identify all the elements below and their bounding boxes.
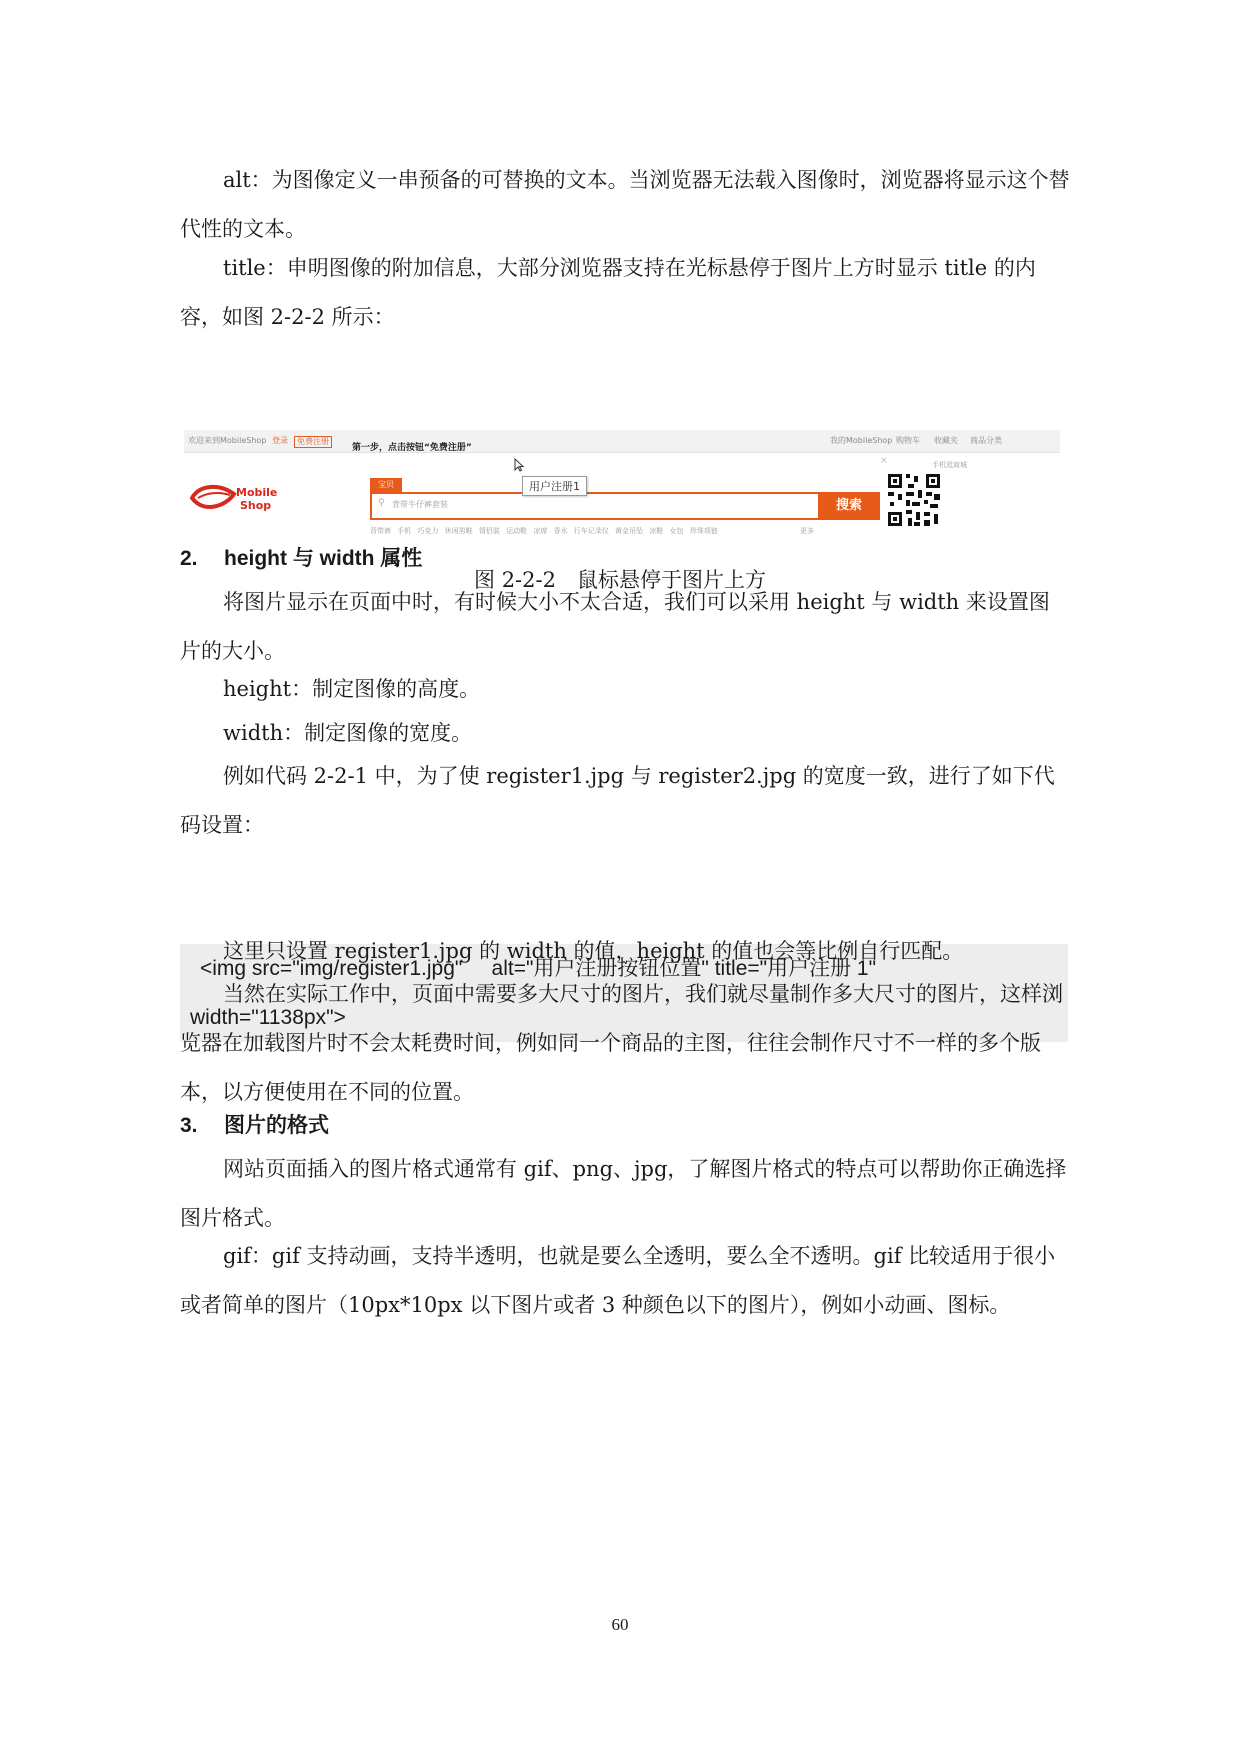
paragraph-width-definition: width：制定图像的宽度。 [223, 721, 473, 745]
paragraph-format-intro: 网站页面插入的图片格式通常有 gif、png、jpg，了解图片格式的特点可以帮助你正确选择图片格式。 [180, 1157, 1067, 1230]
hot-search-words[interactable]: 背带裤 手机 巧克力 休闲男鞋 情侣装 运动鞋 凉席 香水 行车记录仪 黄金吊坠 凉鞋 女包 珍珠项链 [370, 527, 718, 535]
logo-text-mobile: Mobile [236, 486, 278, 499]
section-2-number: 2. [180, 547, 198, 570]
mobile-shop-logo [190, 480, 290, 520]
my-shop-link[interactable]: 我的MobileShop [830, 436, 893, 445]
paragraph-alt-definition: alt：为图像定义一串预备的可替换的文本。当浏览器无法载入图像时，浏览器将显示这个替代性的文本。 [180, 168, 1070, 241]
search-icon: ⚲ [378, 498, 385, 508]
welcome-text: 欢迎来到MobileShop [188, 436, 267, 445]
paragraph-size-intro: 将图片显示在页面中时，有时候大小不太合适，我们可以采用 height 与 width 来设置图片的大小。 [180, 590, 1050, 663]
section-2-title: height 与 width 属性 [224, 547, 423, 570]
step-tip-text: 第一步，点击按钮“免费注册” [352, 443, 472, 453]
page-number: 60 [611, 1615, 629, 1634]
paragraph-after-code: 这里只设置 register1.jpg 的 width 的值，height 的值也会等比例自行匹配。 [223, 939, 964, 963]
code-line-1: <img src="img/register1.jpg" alt="用户注册按钮位置" title="用户注册 1" [200, 957, 877, 980]
categories-link[interactable]: 商品分类 [970, 436, 1002, 445]
mouse-cursor-icon [514, 458, 524, 472]
more-link[interactable]: 更多 [800, 527, 814, 535]
paragraph-example-intro: 例如代码 2-2-1 中，为了使 register1.jpg 与 register2.jpg 的宽度一致，进行了如下代码设置： [180, 764, 1055, 837]
section-3-title: 图片的格式 [224, 1114, 329, 1137]
cart-link[interactable]: 购物车 [896, 436, 920, 445]
qr-label: 手机逛商城 [932, 461, 967, 469]
search-button[interactable]: 搜索 [818, 492, 880, 520]
section-3-heading [180, 1101, 329, 1150]
search-tab-baobei[interactable]: 宝贝 [370, 478, 402, 492]
figure-caption: 图 2-2-2 鼠标悬停于图片上方 [474, 568, 766, 592]
search-placeholder: 背带牛仔裤套装 [392, 500, 448, 509]
section-2-heading [180, 534, 422, 583]
register-button[interactable]: 免费注册 [294, 436, 332, 448]
qr-code-icon [886, 472, 942, 528]
close-icon[interactable]: × [880, 456, 888, 466]
paragraph-title-definition: title：申明图像的附加信息，大部分浏览器支持在光标悬停于图片上方时显示 title 的内容，如图 2-2-2 所示： [180, 256, 1036, 329]
paragraph-gif-definition: gif：gif 支持动画，支持半透明，也就是要么全透明，要么全不透明。gif 比较适用于很小或者简单的图片（10px*10px 以下图片或者 3 种颜色以下的图片），例如小动画、图标。 [180, 1244, 1056, 1317]
figure-screenshot [184, 430, 1060, 540]
logo-text-shop: Shop [240, 499, 272, 512]
paragraph-practice: 当然在实际工作中，页面中需要多大尺寸的图片，我们就尽量制作多大尺寸的图片，这样浏览器在加载图片时不会太耗费时间，例如同一个商品的主图，往往会制作尺寸不一样的多个版本，以方便使用在不同的位置。 [180, 982, 1063, 1104]
search-input[interactable] [370, 492, 830, 520]
paragraph-height-definition: height：制定图像的高度。 [223, 677, 481, 701]
code-line-2: width="1138px"> [190, 1006, 346, 1029]
section-3-number: 3. [180, 1114, 198, 1137]
screenshot-top-bar [184, 430, 1060, 453]
favorites-link[interactable]: 收藏夹 [934, 436, 958, 445]
title-tooltip: 用户注册1 [522, 476, 587, 496]
login-link[interactable]: 登录 [272, 436, 288, 445]
